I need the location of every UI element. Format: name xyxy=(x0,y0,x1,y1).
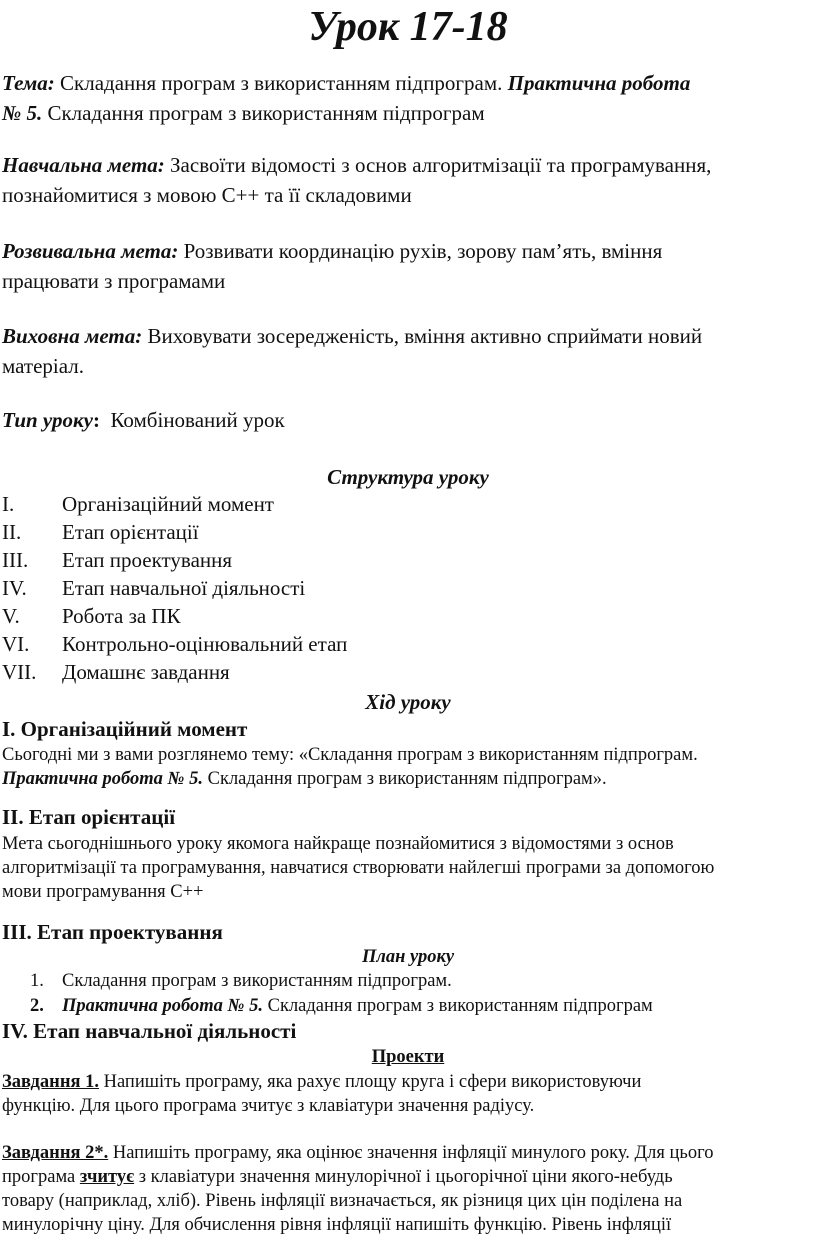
developmental-goal-text: Розвивати координацію рухів, зорову пам’ять, вміння xyxy=(178,239,663,263)
task-2: Завдання 2*. Напишіть програму, яка оцінює значення інфляції минулого року. Для цього програма зчитує з клавіатури значення минулорічної і цьогорічної ціни якого-небудь товару (наприклад, хліб). Рівень інфляції визначається, як різниця цих цін поділена на минулорічну ціну. Для обчислення рівня інфляції напишіть функцію. Рівень інфляції xyxy=(2,1143,714,1235)
upbringing-goal-label: Виховна мета: xyxy=(2,324,143,348)
developmental-goal-label: Розвивальна мета: xyxy=(2,239,179,263)
practical-text: Складання програм з використанням підпрограм xyxy=(42,101,485,125)
educational-goal-text-2: познайомитися з мовою С++ та її складовими xyxy=(2,183,412,207)
educational-goal-text: Засвоїти відомості з основ алгоритмізації та програмування, xyxy=(164,153,712,177)
structure-heading: Структура уроку xyxy=(327,465,489,489)
lesson-type-colon: : xyxy=(92,408,100,432)
upbringing-goal xyxy=(2,321,814,381)
lesson-type-text: Комбінований урок xyxy=(99,408,285,432)
plan-item: 2. Практична робота № 5. Складання програм з використанням підпрограм xyxy=(30,996,653,1016)
upbringing-goal-text: Виховувати зосередженість, вміння активно сприймати новий xyxy=(142,324,703,348)
lesson-type-label: Тип уроку xyxy=(2,408,93,432)
section-2-text: Мета сьогоднішнього уроку якомога найкраще познайомитися з відомостями з основ алгоритмізації та програмування, навчатися створювати найлегші програми за допомогою мови програмування С++ xyxy=(2,834,715,902)
structure-item: IV. Етап навчальної діяльності xyxy=(2,576,306,600)
lesson-type xyxy=(2,405,814,435)
section-4-heading: IV. Етап навчальної діяльності xyxy=(2,1019,297,1043)
section-1-heading: I. Організаційний момент xyxy=(2,717,248,741)
lesson-progress-heading: Хід уроку xyxy=(365,690,451,714)
structure-item: I. Організаційний момент xyxy=(2,492,274,516)
developmental-goal-text-2: працювати з програмами xyxy=(2,269,226,293)
task-2-label: Завдання 2*. xyxy=(2,1143,109,1163)
educational-goal xyxy=(2,150,814,210)
structure-item: VII. Домашнє завдання xyxy=(2,660,230,684)
practical-number: № 5. xyxy=(2,101,43,125)
upbringing-goal-text-2: матеріал. xyxy=(2,354,84,378)
lesson-title: Урок 17-18 xyxy=(308,4,508,50)
plan-item: 1. Складання програм з використанням підпрограм. xyxy=(30,971,452,991)
section-3-heading: III. Етап проектування xyxy=(2,920,223,944)
structure-item: VI. Контрольно-оцінювальний етап xyxy=(2,632,348,656)
educational-goal-label: Навчальна мета: xyxy=(2,153,165,177)
section-2-heading: II. Етап орієнтації xyxy=(2,805,176,829)
practical-label: Практична робота xyxy=(507,71,691,95)
plan-heading: План уроку xyxy=(361,947,455,967)
projects-heading: Проекти xyxy=(371,1047,445,1067)
section-1-text: Сьогодні ми з вами розглянемо тему: «Складання програм з використанням підпрограм. Практична робота № 5. Складання програм з використанням підпрограм». xyxy=(2,745,698,789)
developmental-goal xyxy=(2,236,814,296)
topic-label: Тема: xyxy=(2,71,55,95)
structure-item: II. Етап орієнтації xyxy=(2,520,199,544)
structure-item: V. Робота за ПК xyxy=(2,604,181,628)
topic-text: Складання програм з використанням підпрограм. xyxy=(54,71,508,95)
structure-item: III. Етап проектування xyxy=(2,548,233,572)
topic-paragraph xyxy=(2,68,814,128)
task-1: Завдання 1. Напишіть програму, яка рахує площу круга і сфери використовуючи функцію. Для цього програма зчитує з клавіатури значення радіусу. xyxy=(2,1072,642,1116)
task-1-label: Завдання 1. xyxy=(2,1072,99,1092)
